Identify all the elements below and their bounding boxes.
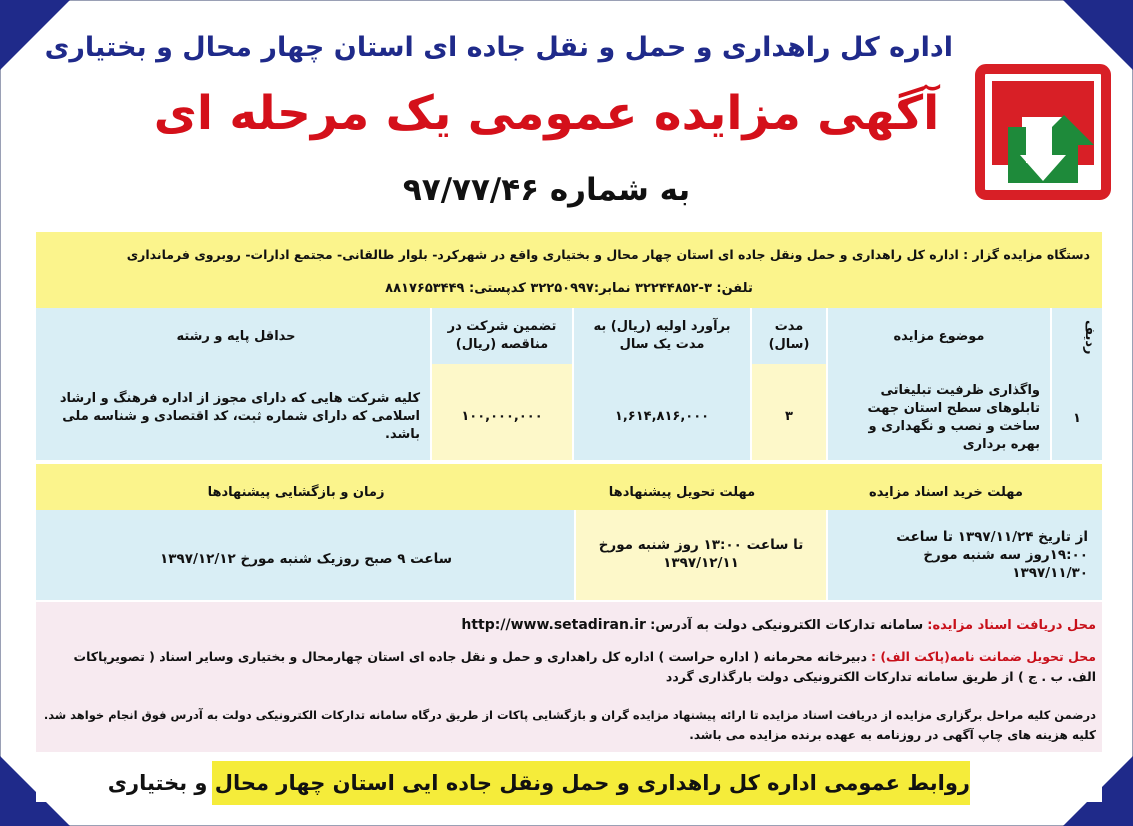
opening-time-value: ساعت ۹ صبح روزیک شنبه مورخ ۱۳۹۷/۱۲/۱۲ bbox=[159, 551, 452, 567]
subject-header: موضوع مزایده bbox=[893, 329, 985, 344]
estimate-header: برآورد اولیه (ریال) به مدت یک سال bbox=[593, 319, 731, 352]
setadiran-link[interactable]: http://www.setadiran.ir bbox=[461, 617, 646, 633]
public-relations-footer: روابط عمومی اداره کل راهداری و حمل ونقل جاده ایی استان چهار محال و بختیاری bbox=[212, 761, 970, 805]
guarantee-delivery-text: دبیرخانه محرمانه ( اداره حراست ) اداره کل راهداری و حمل و نقل جاده ای استان چهارمحال و بختیاری وسایر اسناد ( تصویرپاکات bbox=[73, 649, 867, 664]
contact-info: تلفن: ۳-۳۲۲۴۴۸۵۲ نمابر:۳۲۲۵۰۹۹۷ کدپستی: ۸۸۱۷۶۵۳۴۴۹ bbox=[385, 281, 753, 296]
general-notes-line-1: درضمن کلیه مراحل برگزاری مزایده از دریافت اسناد مزایده تا ارائه پیشنهاد مزایده گران و بازگشایی پاکات از طریق درگاه سامانه تدارکات الکترونیکی دولت به آدرس فوق انجام خواهد شد. bbox=[43, 708, 1096, 722]
duration-header: مدت (سال) bbox=[768, 319, 810, 352]
receive-documents-text: سامانه تدارکات الکترونیکی دولت به آدرس: bbox=[650, 618, 924, 633]
receive-documents-label: محل دریافت اسناد مزایده: bbox=[927, 618, 1096, 633]
announcement-panel bbox=[36, 232, 1102, 802]
guarantee-delivery-label: محل تحویل ضمانت نامه(پاکت الف) : bbox=[870, 649, 1096, 664]
purchase-deadline-header: مهلت خرید اسناد مزایده bbox=[869, 485, 1023, 500]
organization-title: اداره کل راهداری و حمل و نقل جاده ای استان چهار محال و بختیاری bbox=[44, 32, 953, 63]
subject-value: واگذاری ظرفیت تبلیغاتی تابلوهای سطح استان جهت ساخت و نصب و نگهداری و بهره برداری bbox=[867, 383, 1040, 452]
rmto-logo-icon bbox=[968, 55, 1118, 205]
opening-time-header: زمان و بازگشایی پیشنهادها bbox=[207, 485, 385, 500]
purchase-deadline-value: از تاریخ ۱۳۹۷/۱۱/۲۴ تا ساعت ۱۹:۰۰روز سه شنبه مورخ ۱۳۹۷/۱۱/۳۰ bbox=[896, 529, 1088, 581]
duration-value: ۳ bbox=[785, 409, 793, 424]
announcement-title: آگهی مزایده عمومی یک مرحله ای bbox=[153, 86, 940, 141]
guarantee-delivery-line bbox=[46, 648, 1096, 666]
guarantee-header: تضمین شرکت در مناقصه (ریال) bbox=[447, 319, 557, 352]
announcement-number: به شماره ۹۷/۷۷/۴۶ bbox=[402, 172, 691, 208]
receive-documents-line bbox=[46, 616, 1096, 635]
delivery-deadline-header: مهلت تحویل پیشنهادها bbox=[608, 485, 756, 500]
minimum-header: حداقل پایه و رشته bbox=[176, 329, 296, 344]
row-header: ردیف bbox=[1082, 320, 1097, 355]
guarantee-delivery-text-continued: الف. ب . ج ) از طریق سامانه تدارکات الکترونیکی دولت بارگذاری گردد bbox=[665, 669, 1096, 684]
delivery-deadline-value: تا ساعت ۱۳:۰۰ روز شنبه مورخ ۱۳۹۷/۱۲/۱۱ bbox=[598, 537, 804, 571]
general-notes-line-2: کلیه هزینه های چاپ آگهی در روزنامه به عهده برنده مزایده می باشد. bbox=[689, 728, 1096, 742]
row-number: ۱ bbox=[1073, 411, 1081, 426]
guarantee-value: ۱۰۰,۰۰۰,۰۰۰ bbox=[461, 409, 543, 424]
estimate-value: ۱,۶۱۴,۸۱۶,۰۰۰ bbox=[614, 409, 710, 424]
organizer-address: دستگاه مزایده گزار : اداره کل راهداری و حمل ونقل جاده ای استان چهار محال و بختیاری واقع در شهرکرد- بلوار طالقانی- مجتمع ادارات- روبروی فرمانداری bbox=[126, 247, 1090, 262]
minimum-value: کلیه شرکت هایی که دارای مجوز از اداره فرهنگ و ارشاد اسلامی که دارای شماره ثبت، کد اقتصادی و شناسه ملی باشد. bbox=[59, 391, 420, 442]
